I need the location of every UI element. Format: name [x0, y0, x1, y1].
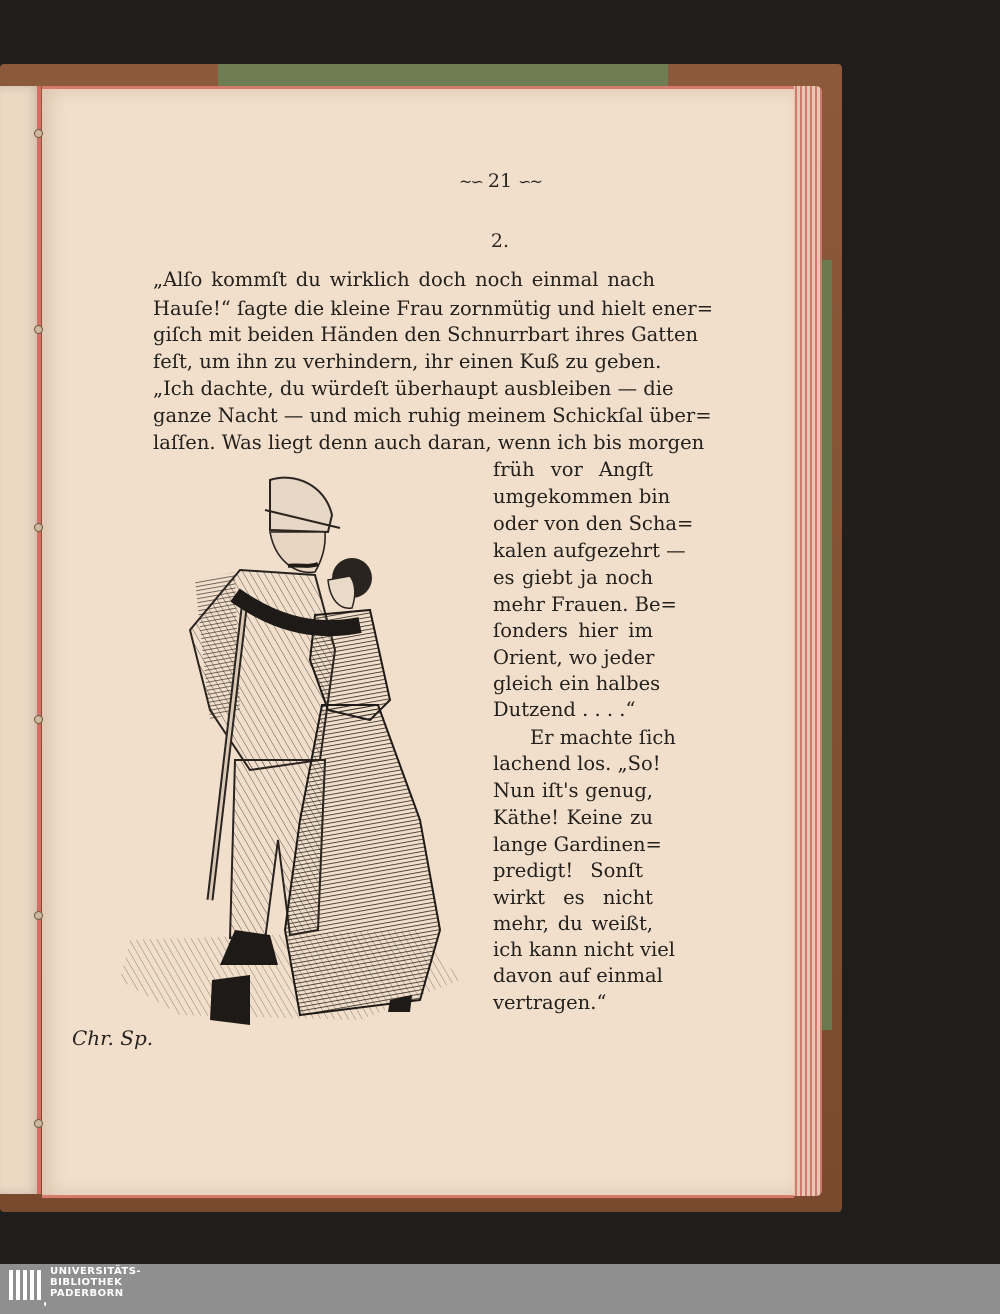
text-line: oder von den Scha= [493, 512, 694, 535]
text-line: giſch mit beiden Händen den Schnurrbart ihres Gatten [153, 323, 699, 346]
text-line: gleich ein halbes [493, 672, 661, 695]
page-edges [792, 86, 822, 1196]
section-number: 2. [490, 230, 510, 252]
cover-green-cloth [218, 64, 668, 86]
binding-stitch [35, 912, 42, 919]
text-line: Dutzend . . . .“ [493, 698, 636, 721]
library-line: PADERBORN [50, 1288, 124, 1299]
ornament-left-icon: ~∽ [459, 172, 482, 191]
text-line: Orient, wo jeder [493, 646, 655, 669]
library-logo-icon [6, 1266, 46, 1310]
text-line: lachend los. „So! [493, 752, 661, 775]
text-line: predigt! Sonſt [493, 859, 643, 882]
ornament-right-icon: ∽~ [518, 172, 541, 191]
text-line: vertragen.“ [493, 991, 607, 1014]
text-line: mehr, du weißt, [493, 912, 653, 935]
binding-stitch [35, 716, 42, 723]
text-line: Er machte ſich [530, 726, 676, 749]
text-line: Käthe! Keine zu [493, 806, 653, 829]
illustrator-signature: Chr. Sp. [72, 1026, 154, 1050]
text-line: davon auf einmal [493, 964, 663, 987]
binding-stitch [35, 524, 42, 531]
page-number: 21 [487, 170, 513, 192]
text-line: „Alſo kommſt du wirklich doch noch einmal nach [153, 268, 655, 291]
text-line: ganze Nacht — und mich ruhig meinem Schickſal über= [153, 404, 712, 427]
text-line: umgekommen bin [493, 485, 671, 508]
binding-stitch [35, 1120, 42, 1127]
text-line: mehr Frauen. Be= [493, 593, 677, 616]
text-line: feſt, um ihn zu verhindern, ihr einen Kuß zu geben. [153, 350, 662, 373]
library-line: BIBLIOTHEK [50, 1277, 123, 1288]
text-line: kalen aufgezehrt — [493, 539, 686, 562]
binding-stitch [35, 130, 42, 137]
library-line: UNIVERSITÄTS- [50, 1266, 142, 1277]
binding-stitch [35, 326, 42, 333]
text-line: „Ich dachte, du würdeſt überhaupt ausbleiben — die [153, 377, 674, 400]
text-line: ſonders hier im [493, 619, 653, 642]
text-line: Hauſe!“ ſagte die kleine Frau zornmütig und hielt ener= [153, 297, 714, 320]
text-line: laſſen. Was liegt denn auch daran, wenn ich bis morgen [153, 431, 705, 454]
text-line: wirkt es nicht [493, 886, 653, 909]
left-page [0, 86, 40, 1194]
library-name [50, 1266, 141, 1299]
text-line: Nun iſt's genug, [493, 779, 653, 802]
text-line: lange Gardinen= [493, 833, 662, 856]
footer-bar [0, 1264, 1000, 1314]
text-line: früh vor Angſt [493, 458, 653, 481]
text-line: ich kann nicht viel [493, 938, 676, 961]
left-page-edge [37, 86, 41, 1194]
text-line: es giebt ja noch [493, 566, 653, 589]
engraving-illustration [60, 460, 490, 1060]
running-head [0, 170, 1000, 192]
